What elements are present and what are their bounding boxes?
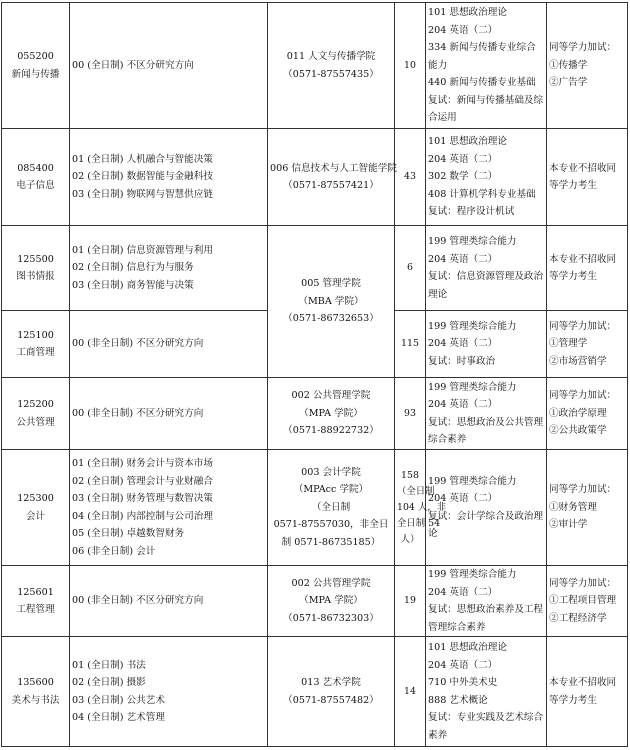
research-directions-line: 01 (全日制) 书法: [72, 659, 146, 671]
enrollment-quota-line: 19: [404, 595, 416, 606]
enrollment-quota-line: 158: [401, 469, 419, 481]
college-cell-line: （0571-87557421）: [283, 180, 379, 191]
exam-subjects: [426, 3, 547, 129]
college-cell-line: （0571-87557482）: [283, 694, 379, 706]
exam-subjects-line: 204 英语（二）: [428, 586, 498, 598]
enrollment-quota: [395, 226, 426, 311]
college-cell-line: （全日制: [311, 501, 351, 513]
remarks-cell: [547, 311, 628, 378]
college-cell: [268, 378, 395, 450]
remarks-cell-line: 同等学力加试：: [549, 320, 617, 332]
exam-subjects-line: 复试：信息资源管理及政治理论: [428, 271, 544, 300]
college-cell-line: 005 管理学院: [301, 278, 361, 290]
enrollment-quota-line: 14: [404, 685, 416, 697]
exam-subjects-line: 710 中外美术史: [428, 677, 498, 688]
research-directions-line: 03 (全日制) 商务智能与决策: [72, 279, 194, 291]
remarks-cell-line: ①政治学原理: [549, 407, 607, 419]
research-directions: [70, 129, 268, 226]
research-directions: [70, 637, 268, 747]
table-row: [2, 450, 628, 566]
research-directions-line: 00 (非全日制) 不区分研究方向: [72, 338, 204, 350]
major-name: 会计: [25, 510, 46, 522]
research-directions: [70, 3, 268, 129]
major-code: 125500: [17, 253, 54, 265]
enrollment-quota-line: 6: [407, 262, 413, 273]
remarks-cell-line: ②公共政策学: [549, 425, 607, 437]
exam-subjects-line: 199 管理类综合能力: [428, 320, 517, 332]
exam-subjects: [426, 637, 547, 747]
research-directions-line: 05 (全日制) 卓越数智财务: [72, 528, 185, 539]
enrollment-quota-line: 43: [404, 171, 416, 182]
exam-subjects: [426, 226, 547, 311]
major-name: 图书情报: [16, 271, 55, 282]
research-directions: [70, 378, 268, 450]
major-cell: [2, 566, 70, 637]
college-cell-line: （MPAcc 学院）: [293, 484, 369, 496]
research-directions-line: 01 (全日制) 人机融合与智能决策: [72, 153, 213, 165]
remarks-cell-line: ②审计学: [549, 519, 588, 531]
enrollment-quota: [395, 450, 446, 566]
enrollment-quota-line: 115: [401, 338, 419, 349]
enrollment-quota: [395, 378, 426, 450]
major-name: 工程管理: [16, 604, 55, 615]
exam-subjects-line: 199 管理类综合能力: [428, 475, 517, 487]
research-directions: [70, 311, 268, 378]
college-cell-line: 011 人文与传播学院: [286, 51, 376, 62]
major-cell: [2, 129, 70, 226]
remarks-cell: [547, 226, 628, 311]
major-code: 085400: [17, 162, 54, 174]
college-cell: [268, 637, 395, 747]
research-directions-line: 02 (全日制) 信息行为与服务: [72, 262, 194, 274]
remarks-cell-line: 本专业不招收同等学力考生: [549, 677, 617, 706]
remarks-cell-line: 同等学力加试：: [549, 484, 617, 496]
exam-subjects: [426, 311, 547, 378]
research-directions-line: 00 (非全日制) 不区分研究方向: [72, 595, 204, 607]
table-row: [2, 226, 628, 311]
college-cell-line: （0571-86732653）: [283, 313, 379, 325]
remarks-cell: [547, 450, 628, 566]
exam-subjects-line: 204 英语（二）: [428, 493, 498, 504]
research-directions-line: 02 (全日制) 摄影: [72, 677, 146, 688]
remarks-cell-line: 同等学力加试：: [549, 390, 617, 402]
exam-subjects-line: 199 管理类综合能力: [428, 381, 517, 393]
major-name: 新闻与传播: [11, 68, 60, 80]
college-cell-line: 制 0571-86735185）: [281, 536, 381, 548]
research-directions-line: 02 (全日制) 管理会计与业财融合: [72, 475, 213, 487]
major-cell: [2, 226, 70, 311]
research-directions-line: 03 (全日制) 物联网与智慧供应链: [72, 188, 213, 200]
research-directions-line: 01 (全日制) 财务会计与资本市场: [72, 458, 213, 469]
exam-subjects: [426, 566, 547, 637]
exam-subjects-line: 复试：会计学综合及政治理论: [428, 510, 544, 539]
exam-subjects-line: 复试：专业实践及艺术综合素养: [428, 712, 544, 741]
major-name: 美术与书法: [11, 694, 60, 706]
enrollment-quota: [395, 311, 426, 378]
exam-subjects-line: 101 思想政治理论: [428, 7, 507, 19]
remarks-cell-line: 本专业不招收同等学力考生: [549, 162, 617, 191]
college-cell-line: （MPA 学院）: [299, 595, 363, 607]
research-directions-line: 04 (全日制) 内部控制与公司治理: [72, 510, 213, 522]
remarks-cell-line: ②市场营销学: [549, 355, 607, 367]
enrollment-quota: [395, 566, 426, 637]
remarks-cell-line: 本专业不招收同等学力考生: [549, 253, 617, 282]
research-directions-line: 02 (全日制) 数据智能与金融科技: [72, 171, 213, 183]
remarks-cell: [547, 637, 628, 747]
enrollment-quota-line: 人）: [400, 533, 420, 545]
major-code: 125601: [17, 586, 54, 598]
college-cell: [268, 3, 395, 129]
exam-subjects-line: 101 思想政治理论: [428, 136, 507, 148]
exam-subjects-line: 204 英语（二）: [428, 399, 498, 410]
college-cell-line: （MPA 学院）: [299, 407, 363, 419]
major-name: 工商管理: [16, 347, 55, 358]
remarks-cell: [547, 566, 628, 637]
table-row: [2, 637, 628, 747]
research-directions-line: 00 (全日制) 不区分研究方向: [72, 59, 194, 71]
research-directions-line: 04 (全日制) 艺术管理: [72, 712, 165, 723]
major-code: 125200: [17, 399, 54, 410]
exam-subjects-line: 复试：新闻与传播基础及综合运用: [428, 94, 544, 124]
exam-subjects-line: 复试：时事政治: [428, 355, 496, 367]
remarks-cell-line: ①财务管理: [549, 501, 597, 513]
remarks-cell: [547, 378, 628, 450]
exam-subjects-line: 101 思想政治理论: [428, 642, 507, 653]
college-cell-line: 0571-87557030，非全日: [273, 519, 389, 531]
admissions-table: [1, 2, 628, 747]
major-code: 135600: [17, 677, 54, 688]
table-row: [2, 129, 628, 226]
exam-subjects-line: 199 管理类综合能力: [428, 236, 517, 247]
exam-subjects: [426, 378, 547, 450]
major-name: 公共管理: [16, 416, 55, 428]
remarks-cell: [547, 129, 628, 226]
college-cell-line: 002 公共管理学院: [291, 390, 371, 402]
college-cell-line: 003 会计学院: [301, 466, 361, 478]
major-cell: [2, 450, 70, 566]
college-cell-line: 013 艺术学院: [301, 677, 361, 688]
exam-subjects-line: 199 管理类综合能力: [428, 569, 517, 580]
major-name: 电子信息: [16, 180, 55, 191]
exam-subjects-line: 302 数学（二）: [428, 171, 498, 183]
research-directions-line: 03 (全日制) 公共艺术: [72, 694, 165, 706]
major-cell: [2, 378, 70, 450]
exam-subjects-line: 复试：思想政治素养及工程管理综合素养: [428, 604, 544, 633]
exam-subjects-line: 复试：思想政治及公共管理综合素养: [428, 416, 544, 445]
enrollment-quota-line: （全日制: [397, 485, 435, 497]
college-cell-line: （0571-87557435）: [283, 68, 379, 80]
remarks-cell-line: ①工程项目管理: [549, 595, 617, 607]
college-cell: [268, 129, 395, 226]
remarks-cell-line: ②广告学: [549, 77, 588, 89]
enrollment-quota-line: 93: [404, 407, 416, 419]
remarks-cell-line: 同等学力加试：: [549, 42, 617, 54]
college-cell: [268, 226, 395, 378]
college-cell-line: （MBA 学院）: [298, 295, 364, 307]
exam-subjects-line: 204 英语（二）: [428, 153, 498, 165]
exam-subjects-line: 204 英语（二）: [428, 253, 498, 265]
remarks-cell-line: ②工程经济学: [549, 612, 607, 624]
remarks-cell-line: ①传播学: [549, 59, 588, 71]
college-cell-line: （0571-88922732）: [283, 425, 379, 437]
major-cell: [2, 637, 70, 747]
enrollment-quota-line: 104 人，非: [397, 501, 446, 513]
college-cell-line: （0571-86732303）: [283, 612, 379, 624]
major-cell: [2, 311, 70, 378]
college-cell: [268, 566, 395, 637]
exam-subjects-line: 888 艺术概论: [428, 694, 488, 706]
research-directions-line: 03 (全日制) 财务管理与数智决策: [72, 493, 213, 504]
major-code: 055200: [17, 51, 54, 62]
enrollment-quota: [395, 3, 426, 129]
research-directions: [70, 450, 268, 566]
exam-subjects-line: 204 英语（二）: [428, 338, 498, 350]
research-directions-line: 01 (全日制) 信息资源管理与利用: [72, 244, 213, 256]
exam-subjects: [426, 129, 547, 226]
exam-subjects-line: 204 英语（二）: [428, 659, 498, 671]
table-row: [2, 3, 628, 129]
enrollment-quota: [395, 637, 426, 747]
research-directions: [70, 566, 268, 637]
major-code: 125100: [17, 329, 54, 341]
table-row: [2, 566, 628, 637]
table-row: [2, 378, 628, 450]
research-directions: [70, 226, 268, 311]
exam-subjects-line: 复试：程序设计机试: [428, 206, 515, 218]
exam-subjects-line: 204 英语（二）: [428, 24, 498, 36]
exam-subjects-line: 408 计算机学科专业基础: [428, 188, 536, 200]
remarks-cell-line: ①管理学: [549, 338, 588, 350]
college-cell-line: 002 公共管理学院: [291, 577, 371, 589]
enrollment-quota: [395, 129, 426, 226]
college-cell: [268, 450, 395, 566]
enrollment-quota-line: 10: [404, 59, 416, 71]
exam-subjects-line: 334 新闻与传播专业综合能力: [428, 42, 536, 71]
exam-subjects: [426, 450, 547, 566]
research-directions-line: 00 (非全日制) 不区分研究方向: [72, 407, 204, 419]
remarks-cell-line: 同等学力加试：: [549, 577, 617, 589]
research-directions-line: 06 (非全日制) 会计: [72, 545, 156, 557]
college-cell-line: 006 信息技术与人工智能学院: [270, 162, 397, 174]
exam-subjects-line: 440 新闻与传播专业基础: [428, 77, 536, 89]
major-code: 125300: [17, 493, 54, 504]
major-cell: [2, 3, 70, 129]
enrollment-quota-line: 全日制 54: [397, 517, 441, 529]
remarks-cell: [547, 3, 628, 129]
